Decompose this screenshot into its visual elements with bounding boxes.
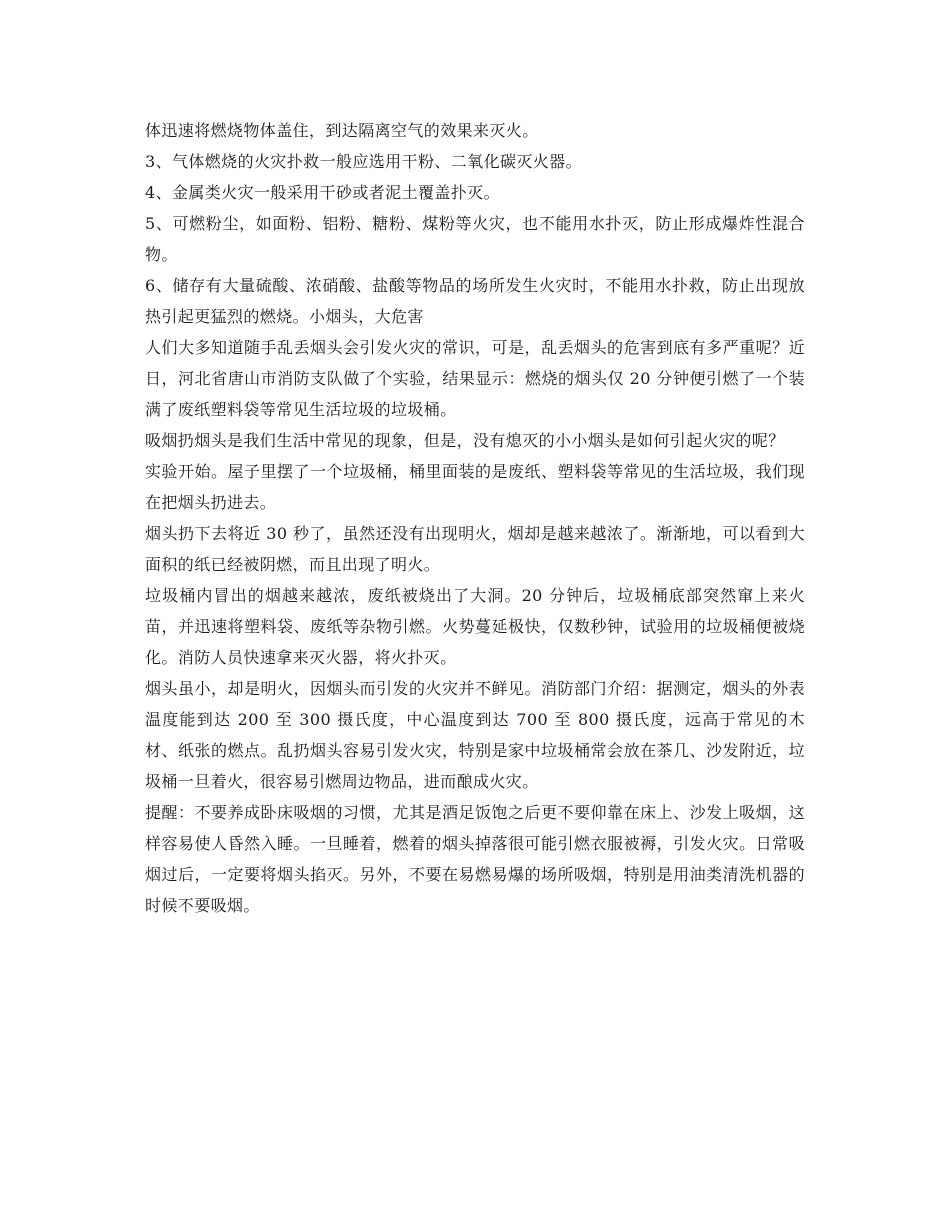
- paragraph-cigarette-danger-intro: 人们大多知道随手乱丢烟头会引发火灾的常识，可是，乱丢烟头的危害到底有多严重呢？近日，河北省唐山市消防支队做了个实验，结果显示：燃烧的烟头仅 20 分钟便引燃了一个装满了废纸塑料袋等常见生活垃圾的垃圾桶。: [145, 338, 805, 419]
- paragraph-cigarette-temperature: 烟头虽小，却是明火，因烟头而引发的火灾并不鲜见。消防部门介绍：据测定，烟头的外表温度能到达 200 至 300 摄氏度，中心温度到达 700 至 800 摄氏度，远高于常见的木材、纸张的燃点。乱扔烟头容易引发火灾，特别是家中垃圾桶常会放在茶几、沙发附近，垃圾桶一旦着火，很容易引燃周边物品，进而酿成火灾。: [145, 679, 805, 791]
- paragraph-experiment-smoke: 烟头扔下去将近 30 秒了，虽然还没有出现明火，烟却是越来越浓了。渐渐地，可以看到大面积的纸已经被阴燃，而且出现了明火。: [145, 524, 805, 574]
- paragraph-experiment-start: 实验开始。屋子里摆了一个垃圾桶，桶里面装的是废纸、塑料袋等常见的生活垃圾，我们现在把烟头扔进去。: [145, 462, 805, 512]
- paragraph-reminder: 提醒：不要养成卧床吸烟的习惯，尤其是酒足饭饱之后更不要仰靠在床上、沙发上吸烟，这样容易使人昏然入睡。一旦睡着，燃着的烟头掉落很可能引燃衣服被褥，引发火灾。日常吸烟过后，一定要将烟头掐灭。另外，不要在易燃易爆的场所吸烟，特别是用油类清洗机器的时候不要吸烟。: [145, 803, 805, 915]
- paragraph-metal-fire: 4、金属类火灾一般采用干砂或者泥土覆盖扑灭。: [145, 183, 500, 202]
- paragraph-gas-fire: 3、气体燃烧的火灾扑救一般应选用干粉、二氧化碳灭火器。: [145, 152, 582, 171]
- paragraph-cigarette-question: 吸烟扔烟头是我们生活中常见的现象，但是，没有熄灭的小小烟头是如何引起火灾的呢？: [145, 431, 785, 450]
- paragraph-dust-fire: 5、可燃粉尘，如面粉、铝粉、糖粉、煤粉等火灾，也不能用水扑灭，防止形成爆炸性混合物。: [145, 214, 805, 264]
- paragraph-fire-suffocation: 体迅速将燃烧物体盖住，到达隔离空气的效果来灭火。: [145, 121, 539, 140]
- paragraph-experiment-fire: 垃圾桶内冒出的烟越来越浓，废纸被烧出了大洞。20 分钟后，垃圾桶底部突然窜上来火苗，并迅速将塑料袋、废纸等杂物引燃。火势蔓延极快，仅数秒钟，试验用的垃圾桶便被烧化。消防人员快速拿来灭火器，将火扑灭。: [145, 586, 805, 667]
- document-body: [145, 115, 805, 921]
- paragraph-acid-storage-fire: 6、储存有大量硫酸、浓硝酸、盐酸等物品的场所发生火灾时，不能用水扑救，防止出现放热引起更猛烈的燃烧。小烟头，大危害: [145, 276, 805, 326]
